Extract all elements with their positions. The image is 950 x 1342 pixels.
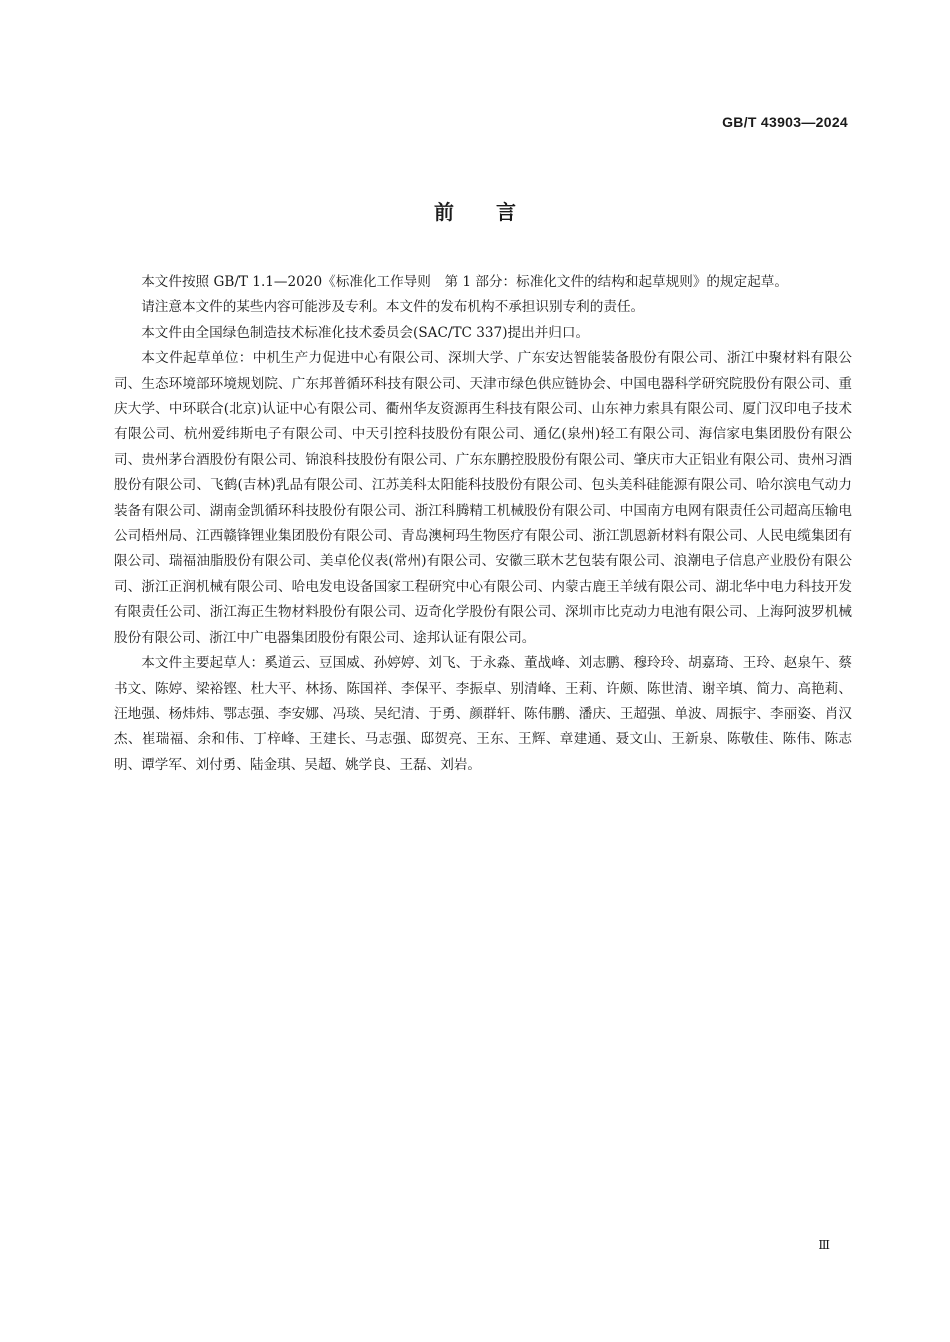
paragraph-committee: 本文件由全国绿色制造技术标准化技术委员会(SAC/TC 337)提出并归口。 [141,324,590,341]
foreword-body [114,270,852,778]
page-title: 前言 [434,200,558,224]
paragraph-drafters: 本文件主要起草人：奚道云、豆国威、孙婷婷、刘飞、于永淼、董战峰、刘志鹏、穆玲玲、胡嘉琦、王玲、赵泉午、蔡书文、陈婷、梁裕铿、杜大平、林扬、陈国祥、李保平、李振卓、别清峰、王莉、许颇、陈世清、谢辛填、简力、高艳莉、汪地强、杨炜炜、鄂志强、李安娜、冯琰、吴纪清、于勇、颜群轩、陈伟鹏、潘庆、王超强、单波、周振宇、李丽姿、肖汉杰、崔瑞福、余和伟、丁梓峰、王建长、马志强、邸贺亮、王东、王辉、章建通、聂文山、王新泉、陈敬佳、陈伟、陈志明、谭学军、刘付勇、陆金琪、吴超、姚学良、王磊、刘岩。 [114,655,852,773]
paragraph-drafting-units: 本文件起草单位：中机生产力促进中心有限公司、深圳大学、广东安达智能装备股份有限公司、浙江中聚材料有限公司、生态环境部环境规划院、广东邦普循环科技有限公司、天津市绿色供应链协会、中国电器科学研究院股份有限公司、重庆大学、中环联合(北京)认证中心有限公司、衢州华友资源再生科技有限公司、山东神力索具有限公司、厦门汉印电子技术有限公司、杭州爱纬斯电子有限公司、中天引控科技股份有限公司、通亿(泉州)轻工有限公司、海信家电集团股份有限公司、贵州茅台酒股份有限公司、锦浪科技股份有限公司、广东东鹏控股股份有限公司、肇庆市大正铝业有限公司、贵州习酒股份有限公司、飞鹤(吉林)乳品有限公司、江苏美科太阳能科技股份有限公司、包头美科硅能源有限公司、哈尔滨电气动力装备有限公司、湖南金凯循环科技股份有限公司、浙江科腾精工机械股份有限公司、中国南方电网有限责任公司超高压输电公司梧州局、江西赣锋锂业集团股份有限公司、青岛澳柯玛生物医疗有限公司、浙江凯恩新材料有限公司、人民电缆集团有限公司、瑞福油脂股份有限公司、美卓伦仪表(常州)有限公司、安徽三联木艺包装有限公司、浪潮电子信息产业股份有限公司、浙江正润机械有限公司、哈电发电设备国家工程研究中心有限公司、内蒙古鹿王羊绒有限公司、湖北华中电力科技开发有限责任公司、浙江海正生物材料股份有限公司、迈奇化学股份有限公司、深圳市比克动力电池有限公司、上海阿波罗机械股份有限公司、浙江中广电器集团股份有限公司、途邦认证有限公司。 [114,350,852,646]
page-number: Ⅲ [818,1238,830,1252]
paragraph-patent-notice: 请注意本文件的某些内容可能涉及专利。本文件的发布机构不承担识别专利的责任。 [141,299,645,316]
paragraph-drafting-rules: 本文件按照 GB/T 1.1—2020《标准化工作导则 第 1 部分：标准化文件的结构和起草规则》的规定起草。 [141,274,788,290]
standard-number: GB/T 43903—2024 [722,114,848,130]
